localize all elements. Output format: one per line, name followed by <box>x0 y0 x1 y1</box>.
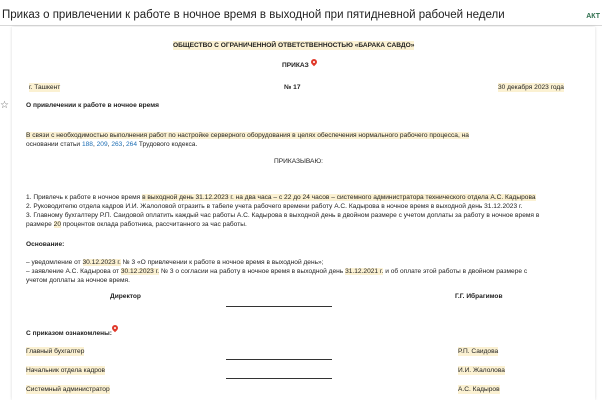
order-word: ПРИКАЗЫВАЮ: <box>274 158 323 165</box>
map-pin-icon[interactable] <box>111 324 119 332</box>
signature-line <box>226 378 332 379</box>
order-item-1: 1. Привлечь к работе в ночное время в выходной день 31.12.2023 г. на два часа – с 22 до 24 часов – системного администратора технического отдела А.С. Кадырова <box>26 194 536 201</box>
basis-item-1: – уведомление от 30.12.2023 г. № 3 «О привлечении к работе в ночное время в выходной день»; <box>26 259 324 266</box>
director-name: Г.Г. Ибрагимов <box>455 293 503 300</box>
acquainted-name: А.С. Кадыров <box>458 386 500 393</box>
acquainted-name: И.И. Жалолова <box>458 367 505 374</box>
order-item-3: 3. Главному бухгалтеру Р.П. Саидовой оплатить каждый час работы А.С. Кадырова в выходной день в двойном размере с учетом доплаты за работу в ночное время в <box>26 212 540 219</box>
basis-item-2: – заявление А.С. Кадырова от 30.12.2023 г. № 3 о согласии на работу в ночное время в выходной день 31.12.2021 г. и об оплате этой работы в двойном размере с <box>26 268 528 275</box>
signature-line <box>226 306 332 307</box>
acquainted-label: С приказом ознакомлены: <box>26 330 112 337</box>
doc-type: ПРИКАЗ <box>282 62 309 69</box>
map-pin-icon[interactable] <box>310 58 318 66</box>
header-divider <box>0 25 602 26</box>
document-sheet <box>12 27 595 400</box>
article-link[interactable]: 188 <box>81 141 93 148</box>
doc-subject: О привлечении к работе в ночное время <box>26 102 159 109</box>
order-item-3-cont: размере 20 процентов оклада работника, рассчитанного за час работы. <box>26 221 247 228</box>
act-link[interactable]: АКТ <box>586 13 600 20</box>
star-outline-icon[interactable]: ☆ <box>0 100 9 111</box>
doc-city: г. Ташкент <box>29 84 61 91</box>
article-link[interactable]: 209 <box>96 141 108 148</box>
doc-number: № 17 <box>284 84 301 91</box>
basis-label: Основание: <box>26 241 65 248</box>
basis-item-2-cont: учетом доплаты за ночное время. <box>26 277 130 284</box>
acquainted-position: Системный администратор <box>26 386 110 393</box>
preamble-line1: В связи с необходимостью выполнения работ по настройке серверного оборудования в целях обеспечения нормального рабочего процесса, на <box>26 132 469 139</box>
article-link[interactable]: 264 <box>126 141 138 148</box>
acquainted-name: Р.П. Саидова <box>458 348 499 355</box>
preamble-line2: основании статьи 188, 209, 263, 264 Трудового кодекса. <box>26 141 198 148</box>
doc-date: 30 декабря 2023 года <box>498 84 564 91</box>
director-position: Директор <box>110 293 141 300</box>
page-title: Приказ о привлечении к работе в ночное время в выходной при пятидневной рабочей недели <box>2 9 505 21</box>
acquainted-position: Главный бухгалтер <box>26 348 85 355</box>
order-item-2: 2. Руководителю отдела кадров И.И. Жалоловой отразить в табеле учета рабочего времени работу А.С. Кадырова в ночное время в выходной день 31.12.2023 г. <box>26 203 523 210</box>
signature-line <box>226 359 332 360</box>
acquainted-position: Начальник отдела кадров <box>26 367 106 374</box>
org-name: ОБЩЕСТВО С ОГРАНИЧЕННОЙ ОТВЕТСТВЕННОСТЬЮ «БАРАКА САВДО» <box>173 42 415 49</box>
article-link[interactable]: 263 <box>111 141 123 148</box>
